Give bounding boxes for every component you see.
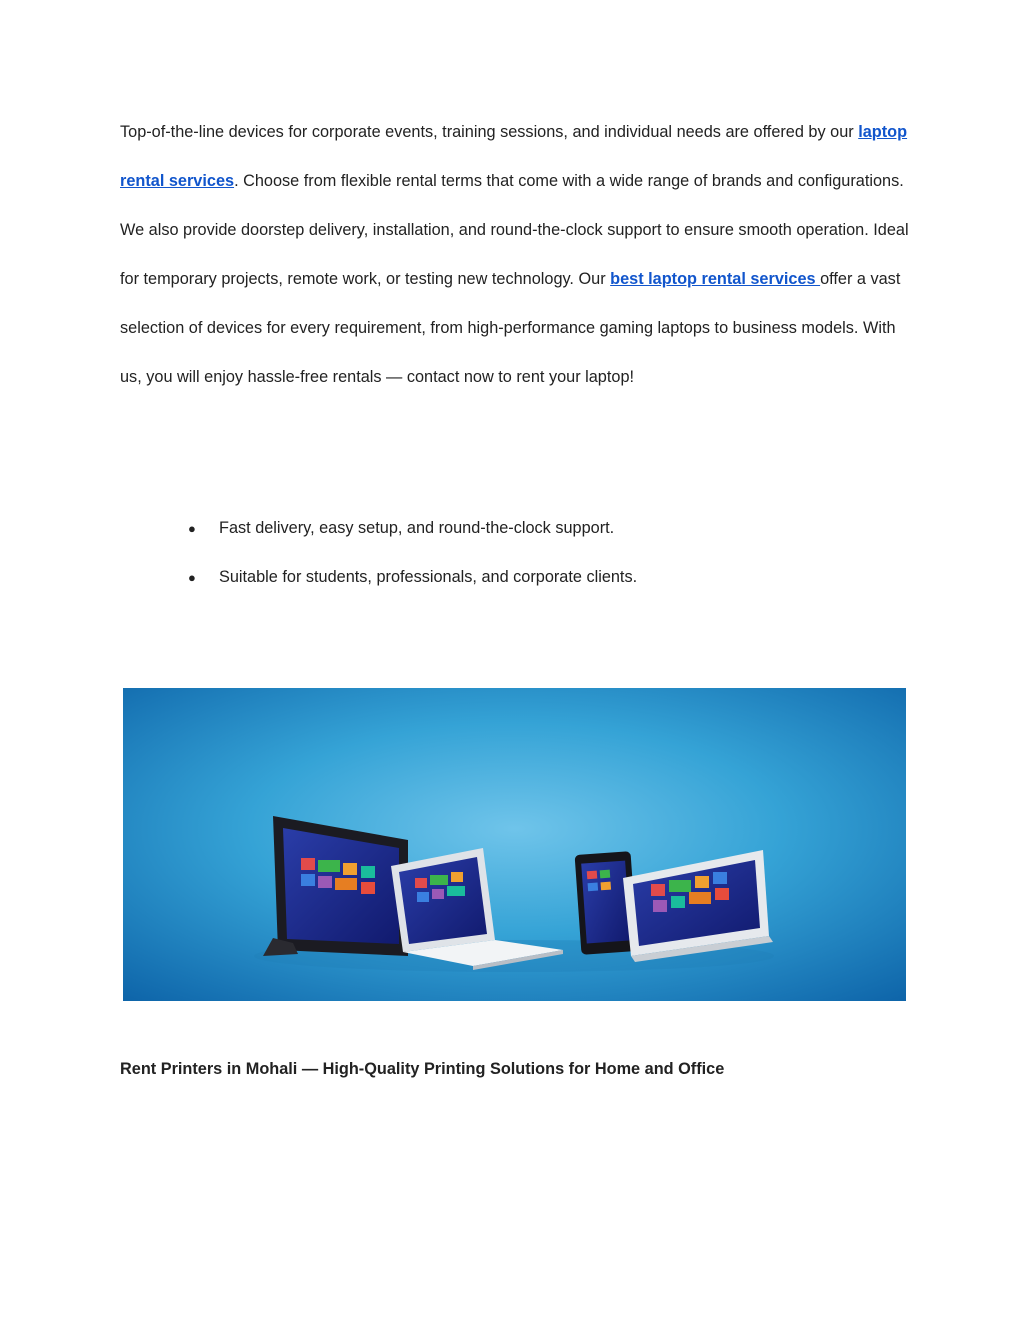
feature-list <box>188 504 637 602</box>
devices-illustration <box>123 688 906 1001</box>
intro-text-1: Top-of-the-line devices for corporate events, training sessions, and individual needs are offered by our <box>120 123 859 141</box>
laptop-rental-services-link[interactable]: laptop rental services <box>120 123 908 190</box>
intro-text-3: offer a vast selection of devices for every requirement, from high-performance gaming laptops to business models. With us, you will enjoy hassle-free rentals — contact now to rent your laptop! <box>120 270 901 386</box>
bullet-icon: ● <box>188 521 196 536</box>
bullet-icon: ● <box>188 570 196 585</box>
intro-text-2: . Choose from flexible rental terms that come with a wide range of brands and configurations. We also provide doorstep delivery, installation, and round-the-clock support to ensure smooth operation. Ideal for temporary projects, remote work, or testing new technology. Our <box>120 172 909 288</box>
intro-paragraph <box>120 108 910 402</box>
list-item <box>188 504 637 553</box>
list-item-text: Suitable for students, professionals, and corporate clients. <box>219 568 638 586</box>
all-in-one-pc-icon <box>263 816 408 956</box>
list-item <box>188 553 637 602</box>
best-laptop-rental-services-link[interactable]: best laptop rental services <box>610 270 821 288</box>
list-item-text: Fast delivery, easy setup, and round-the-clock support. <box>219 519 615 537</box>
section-heading: Rent Printers in Mohali — High-Quality Printing Solutions for Home and Office <box>120 1060 725 1078</box>
